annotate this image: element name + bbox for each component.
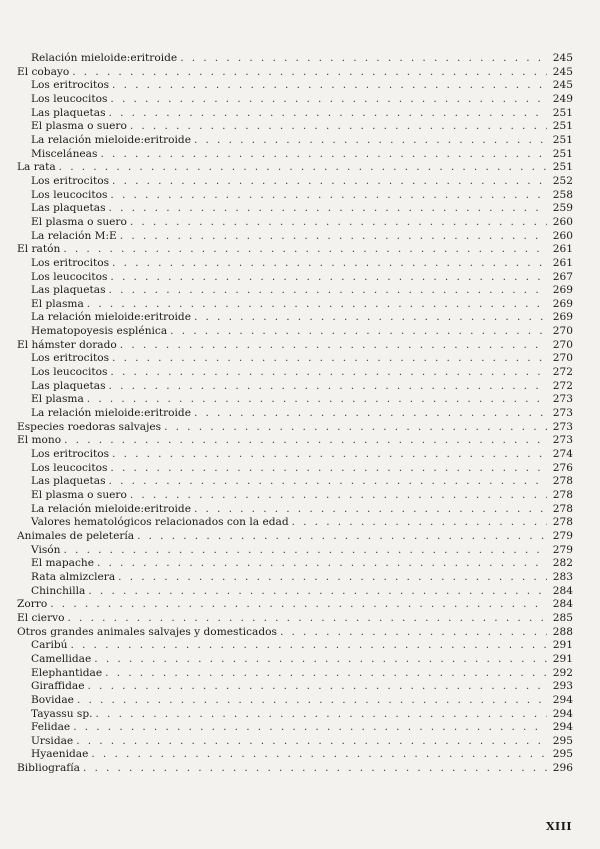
toc-entry [17,748,573,762]
toc-entry [17,721,573,735]
toc-entry-page: 294 [552,707,573,720]
toc-entry [17,107,573,121]
toc-entry-page: 285 [552,611,573,624]
toc-entry-page: 251 [552,133,573,146]
toc-entry [17,257,573,271]
toc-entry-page: 288 [552,625,573,638]
dot-leader [112,352,547,366]
toc-entry-page: 251 [552,106,573,119]
dot-leader [96,708,547,722]
toc-entry-title: El mapache [31,557,94,570]
toc-entry [17,598,573,612]
toc-entry-page: 260 [552,215,573,228]
toc-entry [17,680,573,694]
toc-entry [17,148,573,162]
toc-entry [17,571,573,585]
toc-entry-title: Los leucocitos [31,461,108,474]
toc-entry [17,448,573,462]
toc-entry-page: 294 [552,693,573,706]
toc-entry [17,311,573,325]
toc-entry-title: El plasma [31,393,84,406]
dot-leader [83,762,547,776]
toc-entry-title: La relación M:E [31,229,117,242]
dot-leader [120,230,547,244]
dot-leader [130,216,547,230]
toc-entry [17,298,573,312]
toc-entry-page: 259 [552,202,573,215]
toc-entry-page: 293 [552,680,573,693]
toc-entry-title: Los leucocitos [31,366,108,379]
toc-entry [17,66,573,80]
toc-entry-title: Camellidae [31,652,92,665]
toc-entry-page: 249 [552,92,573,105]
toc-entry-title: Las plaquetas [31,475,106,488]
toc-entry-page: 276 [552,461,573,474]
toc-entry-page: 245 [552,79,573,92]
toc-entry-page: 270 [552,338,573,351]
toc-entry-title: Zorro [17,598,48,611]
toc-entry-title: Los eritrocitos [31,352,110,365]
toc-entry-page: 273 [552,393,573,406]
toc-entry [17,161,573,175]
dot-leader [100,148,547,162]
toc-entry-page: 295 [552,734,573,747]
toc-entry-page: 270 [552,352,573,365]
toc-entry-title: Los eritrocitos [31,448,110,461]
dot-leader [118,571,547,585]
toc-entry [17,52,573,66]
toc-entry [17,489,573,503]
dot-leader [137,530,547,544]
toc-entry [17,612,573,626]
toc-entry-title: El plasma o suero [31,120,127,133]
toc-entry [17,544,573,558]
toc-entry [17,230,573,244]
toc-entry-title: Los eritrocitos [31,79,110,92]
toc-entry [17,325,573,339]
toc-entry-page: 273 [552,407,573,420]
toc-entry-title: Caribú [31,639,68,652]
toc-entry-title: Hyaenidae [31,748,89,761]
page-number: XIII [546,820,572,833]
dot-leader [110,366,547,380]
toc-entry [17,557,573,571]
toc-entry-page: 284 [552,584,573,597]
toc-entry-title: Las plaquetas [31,379,106,392]
dot-leader [109,284,547,298]
toc-entry-title: Chinchilla [31,584,86,597]
toc-entry-page: 279 [552,543,573,556]
toc-entry-page: 245 [552,52,573,64]
toc-entry-title: Animales de peletería [17,529,135,542]
toc-entry [17,503,573,517]
dot-leader [110,271,547,285]
toc-entry [17,735,573,749]
toc-entry [17,407,573,421]
toc-entry-page: 273 [552,420,573,433]
toc-entry-page: 279 [552,529,573,542]
toc-entry-title: Valores hematológicos relacionados con la edad [31,516,289,529]
toc-entry-title: La relación mieloide:eritroide [31,407,191,420]
dot-leader [120,339,547,353]
toc-entry [17,216,573,230]
toc-entry-page: 267 [552,270,573,283]
toc-entry [17,271,573,285]
toc-entry-title: Felidae [31,721,71,734]
dot-leader [64,544,548,558]
toc-entry-title: Los leucocitos [31,270,108,283]
toc-entry-page: 251 [552,120,573,133]
toc-entry [17,626,573,640]
toc-entry [17,243,573,257]
toc-entry [17,530,573,544]
dot-leader [87,393,547,407]
toc-entry-page: 295 [552,748,573,761]
toc-entry [17,175,573,189]
dot-leader [91,748,547,762]
toc-entry-title: El mono [17,434,62,447]
toc-entry-title: Los leucocitos [31,92,108,105]
dot-leader [59,161,547,175]
table-of-contents [17,52,573,776]
toc-entry-title: Visón [31,543,61,556]
toc-entry-title: El hámster dorado [17,338,117,351]
toc-entry-page: 270 [552,325,573,338]
toc-entry [17,134,573,148]
dot-leader [94,653,547,667]
toc-entry-page: 278 [552,475,573,488]
toc-entry-title: Los eritrocitos [31,174,110,187]
toc-entry-title: Ursidae [31,734,74,747]
toc-entry-page: 291 [552,639,573,652]
toc-entry [17,284,573,298]
dot-leader [110,462,547,476]
dot-leader [194,311,547,325]
toc-entry-page: 269 [552,297,573,310]
toc-entry-title: Hematopoyesis esplénica [31,325,168,338]
toc-entry-title: La relación mieloide:eritroide [31,311,191,324]
toc-entry [17,694,573,708]
dot-leader [76,735,547,749]
dot-leader [72,66,547,80]
toc-entry-title: Tayassu sp. [31,707,93,720]
dot-leader [194,503,547,517]
dot-leader [280,626,547,640]
toc-entry-title: El plasma o suero [31,215,127,228]
toc-entry [17,189,573,203]
dot-leader [68,612,547,626]
toc-entry-title: Especies roedoras salvajes [17,420,162,433]
toc-entry [17,202,573,216]
toc-entry [17,352,573,366]
toc-entry-title: El plasma [31,297,84,310]
dot-leader [64,434,547,448]
dot-leader [194,134,547,148]
toc-entry-title: El plasma o suero [31,489,127,501]
dot-leader [180,52,547,66]
toc-entry [17,393,573,407]
toc-entry-page: 291 [552,652,573,665]
dot-leader [109,380,547,394]
toc-entry-page: 251 [552,161,573,174]
dot-leader [170,325,547,339]
toc-entry-title: Relación mieloide:eritroide [31,52,178,64]
toc-entry [17,762,573,776]
toc-entry-page: 273 [552,434,573,447]
dot-leader [87,298,547,312]
toc-entry-page: 269 [552,311,573,324]
dot-leader [70,639,547,653]
toc-entry [17,421,573,435]
toc-entry-title: El ratón [17,243,61,256]
toc-entry [17,708,573,722]
dot-leader [112,175,547,189]
toc-entry [17,516,573,530]
dot-leader [109,107,547,121]
toc-entry [17,434,573,448]
toc-entry-page: 283 [552,570,573,583]
toc-entry [17,366,573,380]
toc-entry-title: La relación mieloide:eritroide [31,502,191,515]
dot-leader [112,448,547,462]
dot-leader [88,680,547,694]
dot-leader [164,421,547,435]
dot-leader [110,189,547,203]
toc-entry [17,639,573,653]
toc-entry-page: 245 [552,65,573,78]
toc-entry-page: 284 [552,598,573,611]
toc-entry-title: El ciervo [17,611,65,624]
toc-entry-page: 272 [552,379,573,392]
toc-entry-page: 294 [552,721,573,734]
toc-entry [17,667,573,681]
dot-leader [112,257,547,271]
dot-leader [50,598,547,612]
toc-entry-title: Bovidae [31,693,74,706]
toc-entry-page: 251 [552,147,573,160]
toc-entry-page: 261 [552,256,573,269]
dot-leader [292,516,547,530]
dot-leader [130,489,547,503]
toc-entry-page: 260 [552,229,573,242]
dot-leader [194,407,547,421]
dot-leader [97,557,547,571]
toc-entry-title: La relación mieloide:eritroide [31,133,191,146]
toc-entry-title: La rata [17,161,56,174]
dot-leader [112,79,547,93]
dot-leader [73,721,547,735]
toc-entry-page: 278 [552,516,573,529]
dot-leader [110,93,547,107]
dot-leader [105,667,547,681]
toc-entry [17,93,573,107]
toc-entry-title: Misceláneas [31,147,98,160]
toc-entry [17,462,573,476]
toc-entry-page: 261 [552,243,573,256]
toc-entry [17,339,573,353]
toc-entry [17,79,573,93]
toc-entry-title: Los leucocitos [31,188,108,201]
dot-leader [88,585,547,599]
dot-leader [130,120,547,134]
toc-entry-title: Otros grandes animales salvajes y domesticados [17,625,277,638]
toc-entry [17,475,573,489]
toc-entry-page: 292 [552,666,573,679]
toc-entry-page: 296 [552,762,573,775]
toc-entry-page: 252 [552,174,573,187]
toc-entry-title: Las plaquetas [31,106,106,119]
toc-entry [17,380,573,394]
toc-entry-title: Los eritrocitos [31,256,110,269]
toc-entry [17,585,573,599]
toc-entry [17,653,573,667]
dot-leader [109,202,547,216]
toc-entry-title: Rata almizclera [31,570,116,583]
toc-entry-page: 282 [552,557,573,570]
toc-entry-title: Las plaquetas [31,284,106,297]
toc-entry-page: 278 [552,502,573,515]
toc-entry-page: 269 [552,284,573,297]
toc-entry-page: 278 [552,489,573,501]
toc-entry-title: Giraffidae [31,680,85,693]
toc-entry-page: 258 [552,188,573,201]
dot-leader [63,243,547,257]
dot-leader [77,694,547,708]
toc-entry-title: Las plaquetas [31,202,106,215]
dot-leader [109,475,547,489]
toc-entry-title: Bibliografía [17,762,80,775]
toc-entry-title: Elephantidae [31,666,103,679]
toc-entry-title: El cobayo [17,65,70,78]
toc-entry-page: 274 [552,448,573,461]
toc-entry [17,120,573,134]
toc-entry-page: 272 [552,366,573,379]
